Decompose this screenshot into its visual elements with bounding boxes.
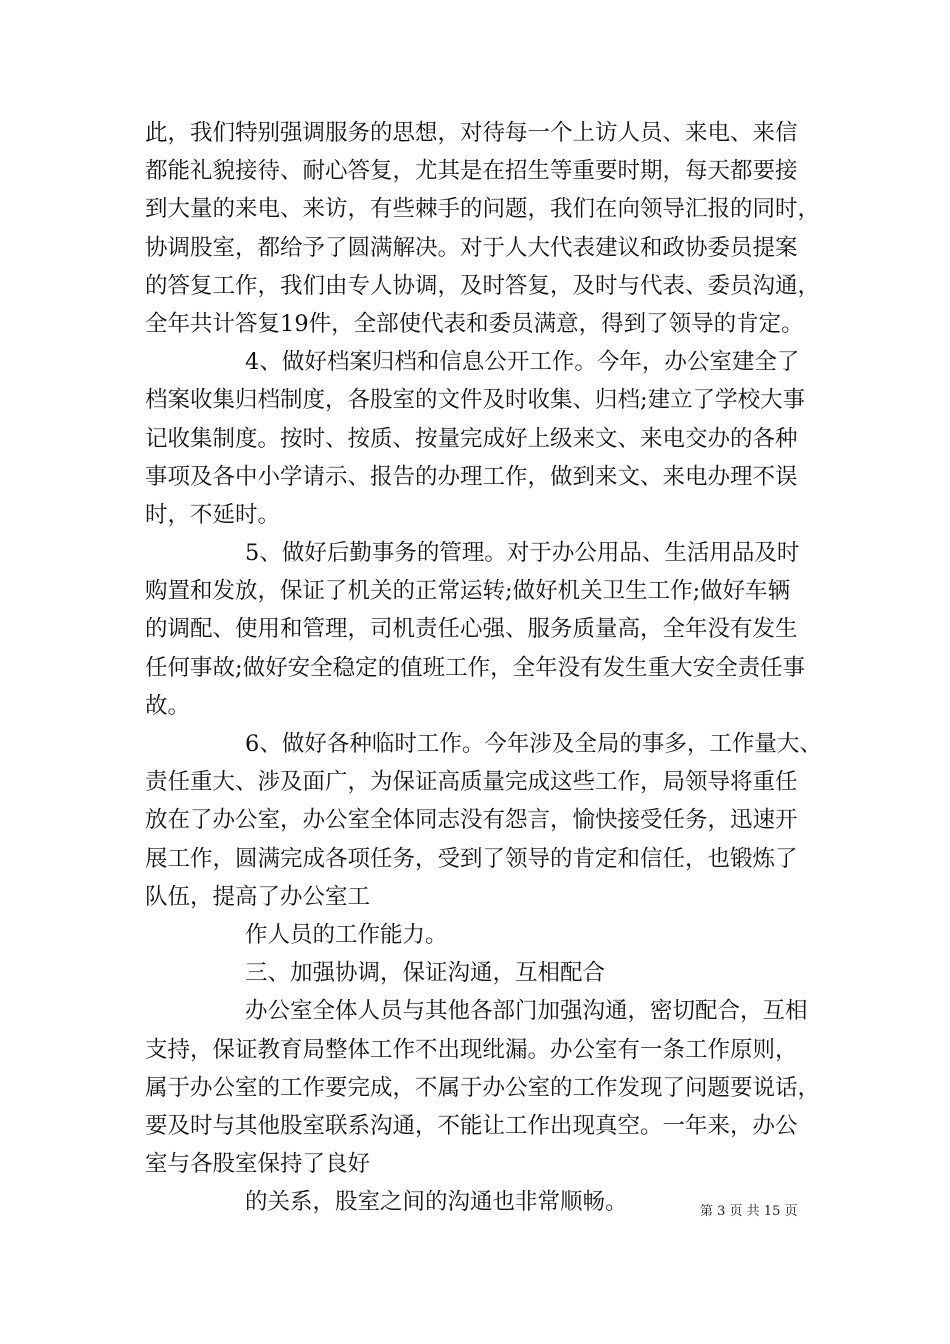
text-line: 时，不延时。 xyxy=(145,501,281,528)
text-line: 属于办公室的工作要完成，不属于办公室的工作发现了问题要说话， xyxy=(145,1074,821,1101)
section-heading: 三、加强协调，保证沟通，互相配合 xyxy=(245,960,606,987)
text-line: 任何事故;做好安全稳定的值班工作，全年没有发生重大安全责任事 xyxy=(145,654,806,681)
body-text xyxy=(145,114,825,1221)
text-line: 都能礼貌接待、耐心答复，尤其是在招生等重要时期，每天都要接 xyxy=(145,158,798,185)
page-number: 第 3 页 共 15 页 xyxy=(700,1204,798,1219)
text-line: 的调配、使用和管理，司机责任心强、服务质量高，全年没有发生 xyxy=(145,616,798,643)
text-line: 的关系，股室之间的沟通也非常顺畅。 xyxy=(245,1189,628,1216)
text-line: 责任重大、涉及面广，为保证高质量完成这些工作，局领导将重任 xyxy=(145,769,798,796)
text-line: 支持，保证教育局整体工作不出现纰漏。办公室有一条工作原则， xyxy=(145,1036,798,1063)
text-line: 5、做好后勤事务的管理。对于办公用品、生活用品及时 xyxy=(245,540,800,567)
text-line: 事项及各中小学请示、报告的办理工作，做到来文、来电办理不误 xyxy=(145,463,798,490)
text-line: 协调股室，都给予了圆满解决。对于人大代表建议和政协委员提案 xyxy=(145,234,798,261)
text-line: 队伍，提高了办公室工 xyxy=(145,883,371,910)
text-line: 的答复工作，我们由专人协调，及时答复，及时与代表、委员沟通， xyxy=(145,272,821,299)
text-line: 作人员的工作能力。 xyxy=(245,921,448,948)
text-line: 此，我们特别强调服务的思想，对待每一个上访人员、来电、来信 xyxy=(145,120,798,146)
text-line: 要及时与其他股室联系沟通，不能让工作出现真空。一年来，办公 xyxy=(145,1112,798,1139)
text-line: 展工作，圆满完成各项任务，受到了领导的肯定和信任，也锻炼了 xyxy=(145,845,798,872)
text-line: 室与各股室保持了良好 xyxy=(145,1151,371,1178)
text-line: 4、做好档案归档和信息公开工作。今年，办公室建全了 xyxy=(245,349,800,376)
text-line: 到大量的来电、来访，有些棘手的问题，我们在向领导汇报的同时， xyxy=(145,196,821,223)
text-line: 故。 xyxy=(145,692,191,719)
text-line: 办公室全体人员与其他各部门加强沟通，密切配合，互相 xyxy=(245,998,808,1025)
text-line: 购置和发放，保证了机关的正常运转;做好机关卫生工作;做好车辆 xyxy=(145,578,791,605)
text-line: 记收集制度。按时、按质、按量完成好上级来文、来电交办的各种 xyxy=(145,425,798,452)
text-line: 档案收集归档制度，各股室的文件及时收集、归档;建立了学校大事 xyxy=(145,387,806,414)
text-line: 全年共计答复19件，全部使代表和委员满意，得到了领导的肯定。 xyxy=(145,310,804,337)
text-line: 6、做好各种临时工作。今年涉及全局的事多，工作量大、 xyxy=(245,731,822,757)
text-line: 放在了办公室，办公室全体同志没有怨言，愉快接受任务，迅速开 xyxy=(145,807,798,834)
